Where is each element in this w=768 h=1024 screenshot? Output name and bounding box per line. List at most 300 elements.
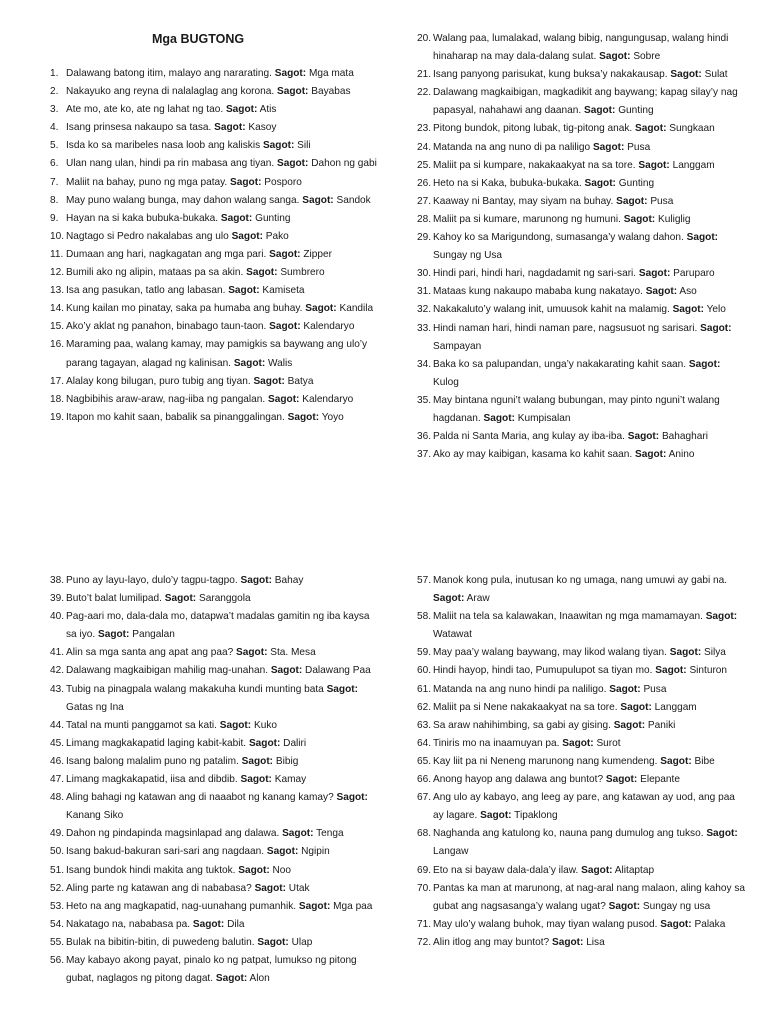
riddle-number: 33. — [417, 322, 432, 334]
riddle-number: 60. — [417, 665, 432, 677]
riddle-question: Hayan na si kaka bubuka-bukaka. — [66, 212, 219, 224]
answer-label: Sagot: — [225, 104, 258, 116]
riddle-question: Maraming paa, walang kamay, may pamigkis sa baywang ang ulo’y parang tagayan, alagad ng kalinisan. — [66, 339, 368, 369]
riddle-answer: Ulap — [291, 936, 313, 948]
riddle-answer: Dila — [227, 918, 245, 930]
riddle-answer: Sta. Mesa — [270, 647, 316, 659]
riddle-item — [50, 681, 380, 717]
answer-label: Sagot: — [638, 159, 670, 171]
answer-label: Sagot: — [660, 755, 692, 767]
riddle-item — [50, 264, 380, 282]
riddle-question: Hindi naman hari, hindi naman pare, nagsusuot ng sarisari. — [433, 322, 698, 334]
riddle-item — [417, 789, 747, 825]
riddle-number: 40. — [50, 611, 65, 623]
riddle-answer: Gunting — [618, 177, 655, 189]
riddle-item — [50, 83, 380, 101]
riddle-item — [417, 753, 747, 771]
riddle-question: Nagbibihis araw-araw, nag-iiba ng pangalan. — [66, 393, 266, 405]
riddle-answer: Watawat — [433, 629, 472, 641]
answer-label: Sagot: — [584, 177, 616, 189]
riddle-answer: Kasoy — [248, 122, 277, 134]
riddle-answer: Yoyo — [321, 411, 344, 423]
riddle-number: 47. — [50, 774, 65, 786]
riddle-item — [50, 101, 380, 119]
riddle-answer: Dahon ng gabi — [311, 158, 377, 170]
riddle-answer: Sobre — [633, 51, 661, 63]
riddle-item — [417, 699, 747, 717]
riddle-item — [417, 356, 747, 392]
answer-label: Sagot: — [635, 123, 667, 135]
riddle-question: May paa’y walang baywang, may likod walang tiyan. — [433, 647, 667, 659]
riddle-answer: Alitaptap — [614, 864, 655, 876]
riddle-answer: Alon — [249, 973, 270, 985]
riddle-item — [50, 771, 380, 789]
riddle-question: Ako’y aklat ng panahon, binabago taun-taon. — [66, 321, 267, 333]
answer-label: Sagot: — [608, 900, 641, 912]
page-title: Mga BUGTONG — [152, 32, 245, 46]
riddle-item — [417, 825, 747, 861]
riddle-question: Isang panyong parisukat, kung buksa’y nakakausap. — [433, 69, 668, 81]
riddle-item — [50, 336, 380, 372]
riddle-column-2 — [417, 30, 747, 464]
riddle-answer: Langaw — [433, 846, 469, 858]
riddle-number: 62. — [417, 701, 432, 713]
answer-label: Sagot: — [248, 737, 281, 749]
riddle-question: Ulan nang ulan, hindi pa rin mabasa ang tiyan. — [66, 158, 275, 170]
answer-label: Sagot: — [231, 230, 263, 242]
riddle-number: 28. — [417, 213, 432, 225]
riddle-item — [50, 590, 380, 608]
riddle-item — [417, 717, 747, 735]
answer-label: Sagot: — [433, 593, 465, 605]
riddle-question: Isang balong malalim puno ng patalim. — [66, 755, 239, 767]
riddle-answer: Utak — [288, 882, 310, 894]
answer-label: Sagot: — [287, 411, 320, 423]
riddle-question: Dalawang magkaibigan mahilig mag-unahan. — [66, 665, 268, 677]
riddle-item — [417, 175, 747, 193]
riddle-question: Matanda na ang nuno di pa naliligo — [433, 141, 591, 153]
riddle-item — [417, 916, 747, 934]
riddle-answer: Pusa — [627, 141, 651, 153]
answer-label: Sagot: — [240, 774, 272, 786]
answer-label: Sagot: — [253, 375, 285, 387]
riddle-item — [417, 446, 747, 464]
riddle-question: Dahon ng pindapinda magsinlapad ang dalawa. — [66, 828, 280, 840]
riddle-question: Aling bahagi ng katawan ang di naaabot ng kanang kamay? — [66, 792, 334, 804]
riddle-answer: Tenga — [316, 828, 344, 840]
riddle-item — [417, 84, 747, 120]
riddle-question: Tatal na munti panggamot sa kati. — [66, 719, 217, 731]
riddle-question: Hindi pari, hindi hari, nagdadamit ng sari-sari. — [433, 268, 637, 280]
riddle-question: Kaaway ni Bantay, may siyam na buhay. — [433, 195, 614, 207]
riddle-item — [417, 644, 747, 662]
riddle-item — [417, 139, 747, 157]
riddle-number: 67. — [417, 792, 432, 804]
riddle-number: 52. — [50, 882, 65, 894]
riddle-question: Bulak na bibitin-bitin, di puwedeng balutin. — [66, 936, 255, 948]
riddle-number: 59. — [417, 647, 432, 659]
riddle-number: 55. — [50, 936, 65, 948]
riddle-item — [50, 880, 380, 898]
answer-label: Sagot: — [277, 158, 309, 170]
answer-label: Sagot: — [686, 232, 719, 244]
riddle-question: Limang magkakapatid laging kabit-kabit. — [66, 737, 247, 749]
riddle-item — [50, 717, 380, 735]
riddle-answer: Sungkaan — [669, 123, 715, 135]
riddle-item — [417, 771, 747, 789]
riddle-answer: Silya — [704, 647, 726, 659]
riddle-question: Nagtago si Pedro nakalabas ang ulo — [66, 230, 229, 242]
riddle-answer: Elepante — [640, 774, 680, 786]
riddle-answer: Kanang Siko — [66, 810, 124, 822]
riddle-answer: Yelo — [706, 304, 726, 316]
riddle-answer: Batya — [287, 375, 314, 387]
riddle-number: 43. — [50, 683, 65, 695]
riddle-question: Tiniris mo na inaamuyan pa. — [433, 737, 560, 749]
riddle-number: 44. — [50, 719, 65, 731]
answer-label: Sagot: — [269, 321, 301, 333]
riddle-item — [50, 862, 380, 880]
riddle-item — [50, 572, 380, 590]
riddle-question: Isa ang pasukan, tatlo ang labasan. — [66, 285, 226, 297]
riddle-question: May bintana nguni’t walang bubungan, may pinto nguni’t walang hagdanan. — [433, 394, 720, 424]
riddle-answer: Araw — [466, 593, 490, 605]
riddle-answer: Zipper — [303, 248, 332, 260]
riddle-answer: Langgam — [672, 159, 715, 171]
riddle-item — [50, 789, 380, 825]
answer-label: Sagot: — [655, 665, 687, 677]
answer-label: Sagot: — [599, 51, 631, 63]
riddle-item — [417, 120, 747, 138]
riddle-number: 17. — [50, 375, 65, 387]
riddle-number: 11. — [50, 248, 64, 260]
riddle-number: 14. — [50, 303, 65, 315]
riddle-question: Kung kailan mo pinatay, saka pa humaba ang buhay. — [66, 303, 303, 315]
riddle-item — [417, 662, 747, 680]
riddle-answer: Noo — [272, 864, 292, 876]
answer-label: Sagot: — [326, 683, 358, 695]
riddle-item — [417, 301, 747, 319]
riddle-question: Pantas ka man at marunong, at nag-aral nang malaon, aling kahoy sa gubat ang nagsasanga’y walang ugat? — [433, 882, 745, 912]
answer-label: Sagot: — [638, 268, 671, 280]
riddle-question: Limang magkakapatid, iisa and dibdib. — [66, 774, 238, 786]
riddle-number: 35. — [417, 394, 432, 406]
riddle-item — [50, 662, 380, 680]
riddle-number: 56. — [50, 954, 65, 966]
riddle-answer: Ngipin — [301, 846, 330, 858]
answer-label: Sagot: — [669, 647, 702, 659]
riddle-question: Itapon mo kahit saan, babalik sa pinanggalingan. — [66, 411, 285, 423]
answer-label: Sagot: — [220, 212, 253, 224]
riddle-question: Maliit pa si kumpare, nakakaakyat na sa tore. — [433, 159, 636, 171]
riddle-number: 15. — [50, 321, 65, 333]
riddle-number: 37. — [417, 449, 432, 461]
riddle-item — [417, 681, 747, 699]
riddle-item — [417, 30, 747, 66]
answer-label: Sagot: — [688, 358, 721, 370]
riddle-number: 8. — [50, 194, 59, 206]
riddle-item — [50, 318, 380, 336]
riddle-answer: Pangalan — [132, 629, 175, 641]
riddle-question: Isda ko sa maribeles nasa loob ang kaliskis — [66, 140, 261, 152]
riddle-item — [417, 157, 747, 175]
riddle-number: 5. — [50, 140, 59, 152]
answer-label: Sagot: — [623, 213, 656, 225]
riddle-answer: Anino — [668, 449, 695, 461]
riddle-question: Alin itlog ang may buntot? — [433, 936, 550, 948]
riddle-item — [417, 392, 747, 428]
riddle-column-4 — [417, 572, 747, 952]
riddle-answer: Pusa — [650, 195, 674, 207]
riddle-number: 48. — [50, 792, 65, 804]
answer-label: Sagot: — [613, 719, 646, 731]
riddle-item — [50, 898, 380, 916]
riddle-number: 7. — [50, 176, 59, 188]
riddle-item — [50, 65, 380, 83]
answer-label: Sagot: — [700, 322, 732, 334]
riddle-number: 45. — [50, 737, 65, 749]
riddle-answer: Posporo — [264, 176, 302, 188]
riddle-answer: Kalendaryo — [303, 321, 355, 333]
riddle-answer: Paruparo — [673, 268, 715, 280]
riddle-question: Eto na si bayaw dala-dala’y ilaw. — [433, 864, 579, 876]
riddle-item — [50, 282, 380, 300]
riddle-item — [417, 211, 747, 229]
riddle-number: 66. — [417, 774, 432, 786]
riddle-item — [50, 174, 380, 192]
answer-label: Sagot: — [233, 357, 266, 369]
riddle-answer: Kuko — [253, 719, 277, 731]
answer-label: Sagot: — [645, 286, 678, 298]
answer-label: Sagot: — [670, 69, 702, 81]
riddle-number: 26. — [417, 177, 432, 189]
riddle-item — [50, 155, 380, 173]
riddle-item — [50, 119, 380, 137]
answer-label: Sagot: — [277, 86, 309, 98]
answer-label: Sagot: — [269, 248, 301, 260]
answer-label: Sagot: — [257, 936, 289, 948]
riddle-answer: Aso — [679, 286, 697, 298]
riddle-answer: Sili — [297, 140, 311, 152]
riddle-item — [50, 644, 380, 662]
riddle-question: May puno walang bunga, may dahon walang sanga. — [66, 194, 300, 206]
riddle-item — [50, 916, 380, 934]
riddle-number: 42. — [50, 665, 65, 677]
riddle-answer: Sungay ng usa — [642, 900, 711, 912]
riddle-item — [50, 228, 380, 246]
riddle-item — [50, 409, 380, 427]
answer-label: Sagot: — [562, 737, 594, 749]
riddle-number: 16. — [50, 339, 65, 351]
riddle-number: 70. — [417, 882, 432, 894]
riddle-question: Nakayuko ang reyna di nalalaglag ang korona. — [66, 86, 275, 98]
riddle-column-1 — [50, 65, 380, 427]
riddle-number: 6. — [50, 158, 59, 170]
riddle-question: Aling parte ng katawan ang di nababasa? — [66, 882, 252, 894]
riddle-question: Palda ni Santa Maria, ang kulay ay iba-iba. — [433, 431, 625, 443]
riddle-item — [417, 608, 747, 644]
riddle-item — [50, 934, 380, 952]
riddle-question: Nakatago na, nababasa pa. — [66, 918, 191, 930]
riddle-item — [50, 246, 380, 264]
riddle-number: 23. — [417, 123, 432, 135]
riddle-question: Ate mo, ate ko, ate ng lahat ng tao. — [66, 104, 224, 116]
answer-label: Sagot: — [605, 774, 638, 786]
riddle-answer: Sinturon — [689, 665, 728, 677]
riddle-item — [50, 952, 380, 988]
answer-label: Sagot: — [282, 828, 314, 840]
answer-label: Sagot: — [305, 303, 337, 315]
riddle-answer: Surot — [596, 737, 621, 749]
riddle-answer: Pako — [265, 230, 289, 242]
answer-label: Sagot: — [609, 683, 641, 695]
riddle-number: 69. — [417, 864, 432, 876]
riddle-number: 27. — [417, 195, 432, 207]
riddle-question: Maliit pa si kumare, marunong ng humuni. — [433, 213, 621, 225]
riddle-item — [50, 843, 380, 861]
riddle-number: 18. — [50, 393, 65, 405]
riddle-item — [417, 572, 747, 608]
answer-label: Sagot: — [298, 900, 331, 912]
answer-label: Sagot: — [254, 882, 286, 894]
riddle-item — [50, 391, 380, 409]
answer-label: Sagot: — [262, 140, 295, 152]
riddle-number: 41. — [50, 647, 65, 659]
riddle-question: Matanda na ang nuno hindi pa naliligo. — [433, 683, 607, 695]
answer-label: Sagot: — [215, 973, 248, 985]
riddle-number: 39. — [50, 593, 65, 605]
riddle-question: Nakakaluto’y walang init, umuusok kahit na malamig. — [433, 304, 670, 316]
riddle-answer: Gunting — [618, 105, 654, 117]
answer-label: Sagot: — [705, 611, 738, 623]
riddle-answer: Kulog — [433, 376, 459, 388]
riddle-number: 2. — [50, 86, 59, 98]
answer-label: Sagot: — [274, 68, 307, 79]
riddle-answer: Kamiseta — [262, 285, 305, 297]
answer-label: Sagot: — [336, 792, 368, 804]
riddle-item — [417, 320, 747, 356]
riddle-question: Isang prinsesa nakaupo sa tasa. — [66, 122, 212, 134]
riddle-number: 9. — [50, 212, 59, 224]
answer-label: Sagot: — [480, 810, 512, 822]
riddle-answer: Kamay — [274, 774, 307, 786]
riddle-item — [417, 428, 747, 446]
riddle-question: Dalawang batong itim, malayo ang nararating. — [66, 68, 272, 79]
riddle-answer: Pusa — [643, 683, 667, 695]
riddle-number: 50. — [50, 846, 65, 858]
riddle-answer: Palaka — [694, 918, 726, 930]
riddle-item — [50, 735, 380, 753]
answer-label: Sagot: — [551, 936, 584, 948]
answer-label: Sagot: — [706, 828, 738, 840]
riddle-question: Ako ay may kaibigan, kasama ko kahit saan. — [433, 449, 633, 461]
riddle-question: Pag-aari mo, dala-dala mo, datapwa’t madalas gamitin ng iba kaysa sa iyo. — [66, 611, 370, 641]
riddle-number: 20. — [417, 33, 432, 44]
answer-label: Sagot: — [246, 267, 278, 279]
answer-label: Sagot: — [236, 647, 268, 659]
riddle-item — [50, 300, 380, 318]
riddle-question: Dalawang magkaibigan, magkadikit ang baywang; kapag silay’y nag papasyal, nahahawi ang daanan. — [433, 87, 738, 117]
riddle-answer: Kumpisalan — [517, 412, 571, 424]
riddle-question: Tubig na pinagpala walang makakuha kundi munting bata — [66, 683, 324, 695]
answer-label: Sagot: — [635, 449, 667, 461]
riddle-number: 25. — [417, 159, 432, 171]
answer-label: Sagot: — [302, 194, 334, 206]
riddle-number: 31. — [417, 286, 432, 298]
answer-label: Sagot: — [228, 285, 260, 297]
riddle-item — [417, 193, 747, 211]
riddle-answer: Saranggola — [198, 593, 251, 605]
answer-label: Sagot: — [660, 918, 692, 930]
riddle-answer: Kandila — [339, 303, 374, 315]
riddle-question: Maliit na tela sa kalawakan, Inaawitan ng mga mamamayan. — [433, 611, 703, 623]
answer-label: Sagot: — [238, 864, 270, 876]
riddle-question: Alin sa mga santa ang apat ang paa? — [66, 647, 234, 659]
riddle-answer: Sandok — [336, 194, 371, 206]
riddle-answer: Bayabas — [311, 86, 351, 98]
riddle-question: Sa araw nahihimbing, sa gabi ay gising. — [433, 719, 611, 731]
riddle-answer: Paniki — [647, 719, 676, 731]
riddle-item — [50, 373, 380, 391]
riddle-number: 58. — [417, 611, 432, 623]
riddle-item — [50, 192, 380, 210]
answer-label: Sagot: — [164, 593, 197, 605]
riddle-question: Walang paa, lumalakad, walang bibig, nangungusap, walang hindi hinaharap na may dala-dalang sulat. — [433, 33, 729, 63]
riddle-number: 36. — [417, 431, 432, 443]
riddle-item — [417, 880, 747, 916]
riddle-number: 46. — [50, 755, 65, 767]
riddle-answer: Lisa — [586, 936, 605, 948]
riddle-answer: Langgam — [654, 701, 697, 713]
riddle-question: Ang ulo ay kabayo, ang leeg ay pare, ang katawan ay uod, ang paa ay lagare. — [433, 792, 735, 822]
riddle-number: 51. — [50, 864, 65, 876]
answer-label: Sagot: — [583, 105, 616, 117]
riddle-number: 29. — [417, 232, 432, 244]
riddle-question: Maliit na bahay, puno ng mga patay. — [66, 176, 228, 188]
riddle-answer: Mga paa — [333, 900, 373, 912]
riddle-question: Anong hayop ang dalawa ang buntot? — [433, 774, 604, 786]
riddle-item — [50, 825, 380, 843]
riddle-number: 21. — [417, 69, 432, 81]
riddle-item — [50, 137, 380, 155]
riddle-question: Mataas kung nakaupo mababa kung nakatayo. — [433, 286, 643, 298]
riddle-question: Manok kong pula, inutusan ko ng umaga, nang umuwi ay gabi na. — [433, 575, 728, 586]
answer-label: Sagot: — [616, 195, 648, 207]
riddle-item — [417, 66, 747, 84]
riddle-answer: Bahaghari — [661, 431, 708, 443]
riddle-question: Baka ko sa palupandan, unga’y nakakarating kahit saan. — [433, 358, 687, 370]
riddle-number: 63. — [417, 719, 432, 731]
riddle-answer: Sulat — [704, 69, 728, 81]
answer-label: Sagot: — [268, 393, 300, 405]
riddle-number: 22. — [417, 87, 432, 99]
riddle-answer: Walis — [268, 357, 293, 369]
riddle-answer: Bibig — [275, 755, 299, 767]
riddle-question: Isang bakud-bakuran sari-sari ang nagdaan. — [66, 846, 265, 858]
riddle-question: Isang bundok hindi makita ang tuktok. — [66, 864, 236, 876]
riddle-item — [50, 753, 380, 771]
answer-label: Sagot: — [627, 431, 660, 443]
riddle-question: Heto na ang magkapatid, nag-uunahang pumanhik. — [66, 900, 297, 912]
answer-label: Sagot: — [592, 141, 625, 153]
riddle-number: 53. — [50, 900, 65, 912]
riddle-item — [417, 265, 747, 283]
riddle-number: 3. — [50, 104, 59, 116]
riddle-question: Heto na si Kaka, bubuka-bukaka. — [433, 177, 582, 189]
riddle-question: Puno ay layu-layo, dulo’y tagpu-tagpo. — [66, 575, 238, 586]
riddle-number: 10. — [50, 230, 65, 242]
answer-label: Sagot: — [483, 412, 515, 424]
